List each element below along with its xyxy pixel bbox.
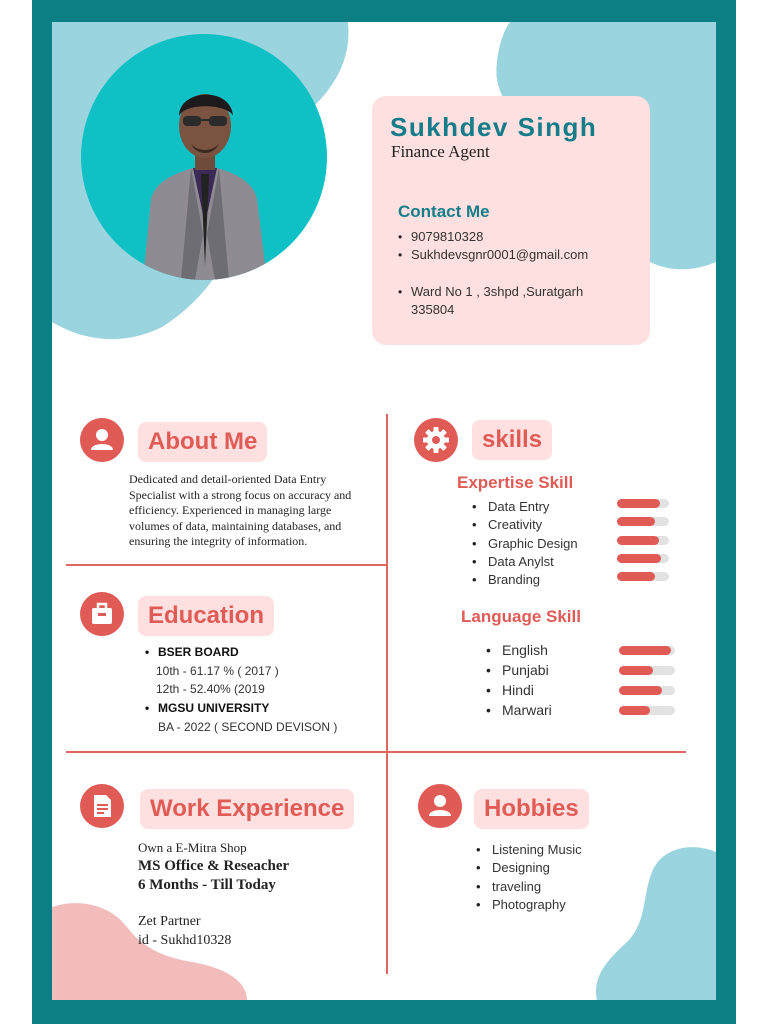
list-item: • Punjabi [486, 660, 552, 680]
document-icon [80, 784, 124, 828]
university-name: • MGSU UNIVERSITY [158, 701, 269, 715]
list-item: • Creativity [472, 516, 578, 534]
divider-left-1 [66, 564, 386, 566]
divider-row-2 [66, 751, 686, 753]
about-line: ensuring the integrity of information. [129, 534, 308, 548]
frame-top [32, 0, 736, 22]
work-heading: Work Experience [140, 789, 354, 829]
about-text [129, 472, 379, 550]
contact-address [398, 283, 588, 319]
job-title: Finance Agent [391, 142, 490, 161]
name-contact-card [372, 96, 650, 345]
profile-photo [81, 34, 327, 280]
contact-phone: • 9079810328 [398, 228, 588, 246]
person-name: Sukhdev Singh [390, 112, 598, 142]
skill-bar-fill [619, 686, 662, 695]
language-heading: Language Skill [461, 607, 581, 626]
person-portrait-icon [81, 34, 327, 280]
hobbies-list [476, 841, 582, 914]
list-item: • traveling [476, 878, 582, 896]
skill-bar-fill [617, 517, 655, 526]
list-item: • Branding [472, 571, 578, 589]
skill-bar [617, 554, 669, 563]
skill-bar [619, 646, 675, 655]
school-name: • BSER BOARD [158, 645, 239, 659]
list-item: • Listening Music [476, 841, 582, 859]
contact-heading: Contact Me [398, 202, 490, 221]
frame-right [716, 0, 736, 1024]
skill-bar [617, 572, 669, 581]
skill-bar [617, 517, 669, 526]
skill-bar-fill [619, 706, 650, 715]
list-item: • Data Anylst [472, 553, 578, 571]
about-line: efficiency. Experienced in managing large [129, 503, 332, 517]
school-result-12th: 12th - 52.40% (2019 [156, 682, 265, 696]
work-line-2: MS Office & Reseacher [138, 858, 290, 874]
work-line-5: id - Sukhd10328 [138, 933, 232, 948]
frame-bottom [32, 1000, 736, 1024]
skill-bar-fill [619, 666, 653, 675]
skill-bar [619, 666, 675, 675]
skill-bar-fill [617, 499, 660, 508]
list-item: • Graphic Design [472, 535, 578, 553]
work-line-4: Zet Partner [138, 914, 201, 929]
skill-bar-fill [619, 646, 671, 655]
resume-page [52, 22, 716, 1000]
frame-left [32, 0, 52, 1024]
blob-bottom-right [592, 842, 716, 1000]
contact-email: • Sukhdevsgnr0001@gmail.com [398, 246, 588, 264]
about-line: Specialist with a strong focus on accuracy and [129, 487, 352, 502]
skill-bar [619, 686, 675, 695]
about-heading: About Me [138, 422, 267, 462]
education-heading: Education [138, 596, 274, 636]
list-item: • Photography [476, 896, 582, 914]
work-line-3: 6 Months - Till Today [138, 877, 276, 893]
work-line-1: Own a E-Mitra Shop [138, 840, 247, 855]
school-result-10th: 10th - 61.17 % ( 2017 ) [156, 664, 279, 678]
hobbies-heading: Hobbies [474, 789, 589, 829]
address-line-1: Ward No 1 , 3shpd ,Suratgarh [411, 284, 584, 299]
divider-vertical [386, 414, 388, 974]
expertise-heading: Expertise Skill [457, 473, 574, 492]
contact-list [398, 228, 588, 319]
skill-bar-fill [617, 572, 655, 581]
about-line: volumes of data, maintaining databases, and [129, 518, 342, 533]
skill-bar-fill [617, 536, 659, 545]
skill-bar [617, 536, 669, 545]
list-item: • Designing [476, 859, 582, 877]
skills-heading: skills [472, 420, 552, 460]
list-item: • Data Entry [472, 498, 578, 516]
list-item: • Marwari [486, 700, 552, 720]
briefcase-icon [80, 592, 124, 636]
user-icon [418, 784, 462, 828]
list-item: • English [486, 640, 552, 660]
about-line: Dedicated and detail-oriented Data Entry [129, 472, 327, 486]
skill-bar [619, 706, 675, 715]
skill-bar [617, 499, 669, 508]
expertise-list [472, 498, 578, 589]
address-line-2: 335804 [411, 302, 455, 317]
list-item: • Hindi [486, 680, 552, 700]
gear-icon [414, 418, 458, 462]
skill-bar-fill [617, 554, 661, 563]
university-result: BA - 2022 ( SECOND DEVISON ) [158, 720, 338, 734]
user-icon [80, 418, 124, 462]
language-list [486, 640, 552, 720]
